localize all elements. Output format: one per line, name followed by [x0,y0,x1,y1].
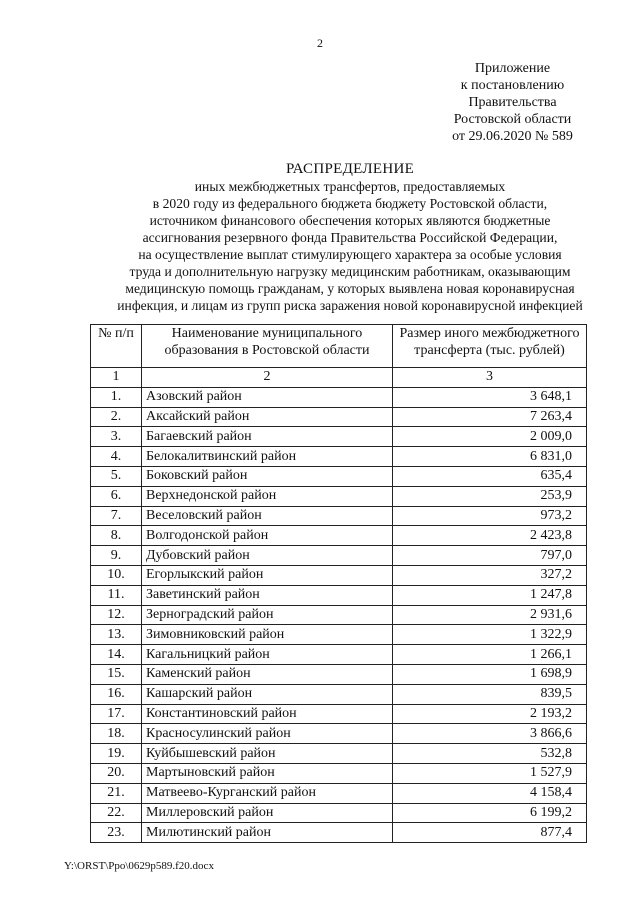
table-row [91,486,587,506]
row-amount: 3 648,1 [393,387,587,407]
row-amount: 327,2 [393,565,587,585]
heading-line: в 2020 году из федерального бюджета бюджету Ростовской области, [152,196,548,211]
heading-line: источником финансового обеспечения которых являются бюджетные [149,213,551,228]
row-amount: 3 866,6 [393,724,587,744]
row-number: 9. [91,546,142,566]
row-number: 1. [91,387,142,407]
appendix-line: от 29.06.2020 № 589 [452,129,573,144]
table-row [91,506,587,526]
row-amount: 1 322,9 [393,625,587,645]
heading-line: иных межбюджетных трансфертов, предоставляемых [194,179,506,194]
table-row [91,823,587,843]
heading-line: инфекция, и лицам из групп риска заражения новой коронавирусной инфекцией [117,298,583,313]
row-amount: 1 698,9 [393,664,587,684]
document-title: РАСПРЕДЕЛЕНИЕ [285,161,415,177]
row-amount: 635,4 [393,466,587,486]
appendix-line: Приложение [474,61,551,76]
row-amount: 2 009,0 [393,427,587,447]
row-municipality: Матвеево-Курганский район [142,783,393,803]
row-number: 20. [91,763,142,783]
row-number: 13. [91,625,142,645]
row-municipality: Заветинский район [142,585,393,605]
row-number: 19. [91,744,142,764]
row-amount: 973,2 [393,506,587,526]
table-row [91,763,587,783]
row-municipality: Дубовский район [142,546,393,566]
file-path-footer: Y:\ORST\Ppo\0629p589.f20.docx [64,860,214,872]
row-municipality: Милютинский район [142,823,393,843]
header-amount: Размер иного межбюджетного трансферта (тыс. рублей) [393,325,587,368]
row-municipality: Боковский район [142,466,393,486]
row-municipality: Егорлыкский район [142,565,393,585]
row-municipality: Волгодонской район [142,526,393,546]
row-number: 7. [91,506,142,526]
row-number: 11. [91,585,142,605]
column-number: 3 [393,368,587,388]
row-municipality: Куйбышевский район [142,744,393,764]
row-municipality: Зерноградский район [142,605,393,625]
row-amount: 6 199,2 [393,803,587,823]
row-amount: 6 831,0 [393,447,587,467]
row-amount: 7 263,4 [393,407,587,427]
table-row [91,466,587,486]
row-municipality: Азовский район [142,387,393,407]
row-municipality: Константиновский район [142,704,393,724]
row-number: 2. [91,407,142,427]
header-municipality: Наименование муниципального образования в Ростовской области [142,325,393,368]
row-municipality: Красносулинский район [142,724,393,744]
table-row [91,684,587,704]
table-row [91,625,587,645]
row-municipality: Мартыновский район [142,763,393,783]
row-municipality: Каменский район [142,664,393,684]
row-number: 23. [91,823,142,843]
table-body [91,368,587,843]
row-number: 6. [91,486,142,506]
table-header-row [91,325,587,368]
row-amount: 532,8 [393,744,587,764]
row-number: 3. [91,427,142,447]
row-municipality: Кашарский район [142,684,393,704]
row-amount: 877,4 [393,823,587,843]
table-row [91,526,587,546]
document-heading [70,160,630,314]
header-number: № п/п [91,325,142,368]
heading-line: ассигнования резервного фонда Правительства Российской Федерации, [142,230,558,245]
row-amount: 2 931,6 [393,605,587,625]
row-municipality: Миллеровский район [142,803,393,823]
table-row [91,605,587,625]
row-amount: 2 423,8 [393,526,587,546]
table-row [91,724,587,744]
row-amount: 1 266,1 [393,645,587,665]
row-amount: 1 247,8 [393,585,587,605]
appendix-block [430,60,595,145]
appendix-line: к постановлению [460,78,565,93]
row-number: 10. [91,565,142,585]
row-amount: 4 158,4 [393,783,587,803]
row-number: 8. [91,526,142,546]
row-number: 15. [91,664,142,684]
row-municipality: Зимовниковский район [142,625,393,645]
row-number: 16. [91,684,142,704]
appendix-line: Правительства [468,95,557,110]
table-row [91,546,587,566]
heading-line: медицинскую помощь гражданам, у которых выявлена новая коронавирусная [125,281,575,296]
table-row [91,427,587,447]
table-row [91,387,587,407]
column-number: 2 [142,368,393,388]
row-number: 21. [91,783,142,803]
page-number: 2 [317,36,323,50]
table-row [91,585,587,605]
appendix-line: Ростовской области [453,112,572,127]
row-number: 14. [91,645,142,665]
row-number: 22. [91,803,142,823]
table-row [91,645,587,665]
row-municipality: Веселовский район [142,506,393,526]
table-row [91,664,587,684]
column-number: 1 [91,368,142,388]
row-number: 4. [91,447,142,467]
row-municipality: Белокалитвинский район [142,447,393,467]
heading-line: труда и дополнительную нагрузку медицинским работникам, оказывающим [129,264,571,279]
table-row [91,565,587,585]
table-row [91,783,587,803]
row-amount: 2 193,2 [393,704,587,724]
row-amount: 797,0 [393,546,587,566]
table-row [91,744,587,764]
row-amount: 1 527,9 [393,763,587,783]
row-municipality: Багаевский район [142,427,393,447]
table-row [91,447,587,467]
row-number: 17. [91,704,142,724]
heading-line: на осуществление выплат стимулирующего характера за особые условия [138,247,562,262]
table-row [91,407,587,427]
row-number: 18. [91,724,142,744]
row-municipality: Верхнедонской район [142,486,393,506]
row-amount: 839,5 [393,684,587,704]
column-number-row [91,368,587,388]
row-amount: 253,9 [393,486,587,506]
row-municipality: Аксайский район [142,407,393,427]
table-row [91,704,587,724]
row-number: 5. [91,466,142,486]
row-number: 12. [91,605,142,625]
row-municipality: Кагальницкий район [142,645,393,665]
table-row [91,803,587,823]
distribution-table [90,324,587,843]
